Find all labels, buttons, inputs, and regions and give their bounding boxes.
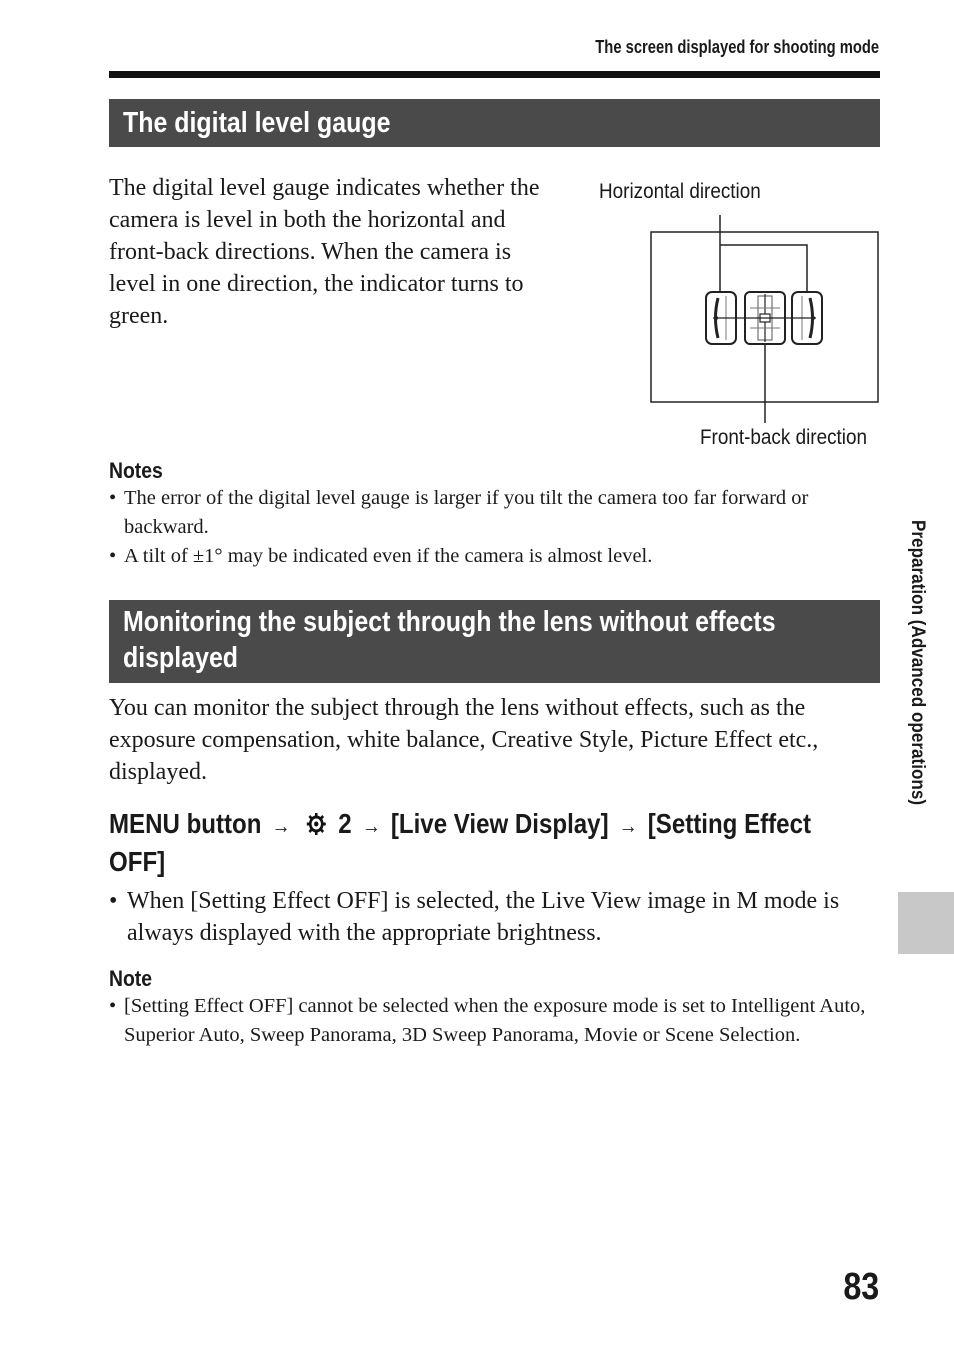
side-tab-label: Preparation (Advanced operations) [907,520,928,806]
level-gauge-illustration [590,178,890,428]
section-banner-digital-level [109,99,880,147]
notes-heading: Notes [109,458,163,483]
diagram-label-front-back: Front-back direction [700,426,868,449]
menu-path-part: [Live View Display] [390,808,609,839]
arrow-icon: → [618,813,638,838]
note-item: • The error of the digital level gauge is larger if you tilt the camera too far forward or backward. [109,487,809,538]
section-title: The digital level gauge [123,107,391,139]
section-body-paragraph: The digital level gauge indicates whether the camera is level in both the horizontal and front-back directions. When the camera is level in one direction, the indicator turns to green. [109,175,540,329]
top-rule-divider [109,71,880,78]
diagram-label-horizontal: Horizontal direction [599,180,761,203]
arrow-icon: → [361,813,381,838]
section-title: Monitoring the subject through the lens without effects displayed [123,606,776,674]
section-banner-monitoring [109,600,880,683]
arrow-icon: → [271,813,291,838]
bullet-item: • When [Setting Effect OFF] is selected, the Live View image in M mode is always displayed with the appropriate brightness. [109,888,840,946]
note-item: • A tilt of ±1° may be indicated even if the camera is almost level. [109,545,653,567]
note-item: • [Setting Effect OFF] cannot be selected when the exposure mode is set to Intelligent Auto, Superior Auto, Sweep Panorama, 3D Sweep Panorama, Movie or Scene Selection. [109,995,866,1046]
side-tab-marker [898,892,954,954]
running-header: The screen displayed for shooting mode [595,37,879,57]
level-gauge-diagram [590,178,890,458]
menu-path-part: [Setting Effect OFF] [109,808,811,877]
note-heading: Note [109,966,153,991]
menu-path-part: 2 [338,808,352,839]
gear-icon [306,812,327,836]
page-number: 83 [843,1266,879,1308]
section-body-paragraph: You can monitor the subject through the lens without effects, such as the exposure compensation, white balance, Creative Style, Picture Effect etc., displayed. [109,695,819,785]
menu-path-part: MENU button [109,808,262,839]
menu-path-heading [109,806,866,880]
